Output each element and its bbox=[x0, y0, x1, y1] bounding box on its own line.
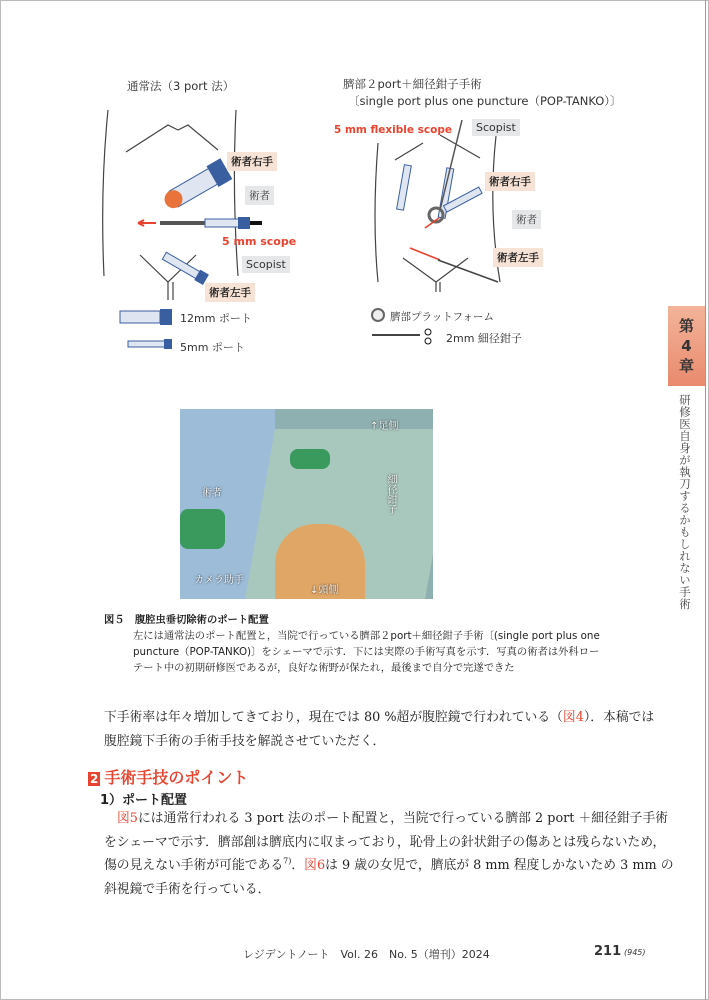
photo-label-foot: ↑足側 bbox=[370, 421, 399, 432]
legend-forceps: 2mm 細径鉗子 bbox=[446, 332, 522, 345]
intro-line-2: 腹腔鏡下手術の手術手技を解説させていただく． bbox=[104, 734, 386, 749]
text: 下手術率は年々増加してきており，現在では 80 %超が腹腔鏡で行われている（ bbox=[104, 710, 563, 725]
para-line-3 bbox=[104, 854, 674, 873]
chapter-label: 章 bbox=[678, 357, 694, 375]
photo-label-surgeon: 術者 bbox=[202, 488, 222, 499]
text: は 9 歳の女児で，臍底が 8 mm 程度しかないため 3 mm の bbox=[325, 858, 674, 873]
photo-label-forceps: 細径鉗子 bbox=[385, 474, 396, 514]
para-line-1 bbox=[117, 807, 668, 826]
intro-line-1 bbox=[104, 706, 654, 725]
port-placement-diagram bbox=[0, 0, 709, 400]
left-diagram-title: 通常法（3 port 法） bbox=[127, 79, 235, 93]
label-left-surgeon-left-hand: 術者左手 bbox=[205, 283, 255, 302]
label-5mm-scope: 5 mm scope bbox=[222, 235, 297, 248]
figure-caption-line: puncture（POP-TANKO)〕をシェーマで示す．下には実際の手術写真を示す．写真の術者は外科ロー bbox=[133, 646, 600, 658]
figure-caption-title: 図５ 腹腔虫垂切除術のポート配置 bbox=[104, 614, 269, 626]
footer-page-number: 211 bbox=[594, 944, 622, 959]
photo-label-camera-assistant: カメラ助手 bbox=[194, 575, 244, 586]
text: ）．本稿では bbox=[583, 710, 655, 725]
port-12mm-icon bbox=[160, 158, 233, 214]
legend-12mm-port: 12mm ポート bbox=[180, 312, 252, 325]
label-right-surgeon: 術者 bbox=[512, 210, 541, 229]
section-heading bbox=[88, 765, 248, 788]
label-flexible-scope: 5 mm flexible scope bbox=[334, 124, 452, 136]
footer-journal: レジデントノート Vol. 26 No. 5（増刊）2024 bbox=[243, 948, 490, 961]
surgery-photo bbox=[180, 409, 433, 599]
label-left-surgeon: 術者 bbox=[245, 186, 274, 205]
chapter-label: 第 bbox=[678, 317, 694, 335]
section-number: 2 bbox=[90, 772, 99, 786]
citation[interactable]: 7) bbox=[283, 856, 292, 866]
legend-5mm-port: 5mm ポート bbox=[180, 341, 245, 354]
chapter-title-vertical: 研修医自身が執刀するかもしれない手術 bbox=[678, 394, 692, 610]
label-right-surgeon-right-hand: 術者右手 bbox=[485, 172, 535, 191]
chapter-tab bbox=[668, 306, 705, 386]
right-diagram-subtitle: 〔single port plus one puncture（POP-TANKO）〕 bbox=[348, 94, 622, 108]
text: ． bbox=[291, 858, 305, 873]
right-body-outline bbox=[375, 143, 378, 282]
chapter-number: 4 bbox=[681, 337, 692, 355]
subsection-heading: 1）ポート配置 bbox=[100, 793, 188, 808]
text: には通常行われる 3 port 法のポート配置と，当院で行っている臍部 2 port ＋細径鉗子手術 bbox=[137, 811, 669, 826]
section-title: 手術手技のポイント bbox=[104, 768, 249, 787]
label-left-surgeon-right-hand: 術者右手 bbox=[227, 152, 277, 171]
para-line-2: をシェーマで示す．臍部創は臍底内に収まっており，恥骨上の針状鉗子の傷あとは残らないため， bbox=[104, 835, 666, 850]
photo-label-head: ↓頭側 bbox=[310, 585, 339, 596]
label-right-scopist: Scopist bbox=[472, 119, 520, 136]
text: 傷の見えない手術が可能である bbox=[104, 858, 284, 873]
figure-5-link[interactable]: 図5 bbox=[117, 811, 138, 826]
figure-caption-line: 左には通常法のポート配置と，当院で行っている臍部２port＋細径鉗子手術〔(single port plus one bbox=[133, 630, 600, 642]
label-left-scopist: Scopist bbox=[242, 256, 290, 273]
label-right-surgeon-left-hand: 術者左手 bbox=[493, 248, 543, 267]
figure-6-link[interactable]: 図6 bbox=[304, 858, 326, 873]
figure-4-link[interactable]: 図4 bbox=[562, 710, 584, 725]
left-body-outline bbox=[103, 110, 108, 276]
figure-caption-line: テート中の初期研修医であるが，良好な術野が保たれ，最後まで自分で完遂できた bbox=[133, 662, 515, 674]
footer-total-page: (945) bbox=[624, 948, 646, 957]
right-diagram-title: 臍部２port＋細径鉗子手術 bbox=[343, 77, 482, 91]
para-line-4: 斜視鏡で手術を行っている． bbox=[104, 882, 271, 897]
legend-platform: 臍部プラットフォーム bbox=[390, 311, 494, 323]
